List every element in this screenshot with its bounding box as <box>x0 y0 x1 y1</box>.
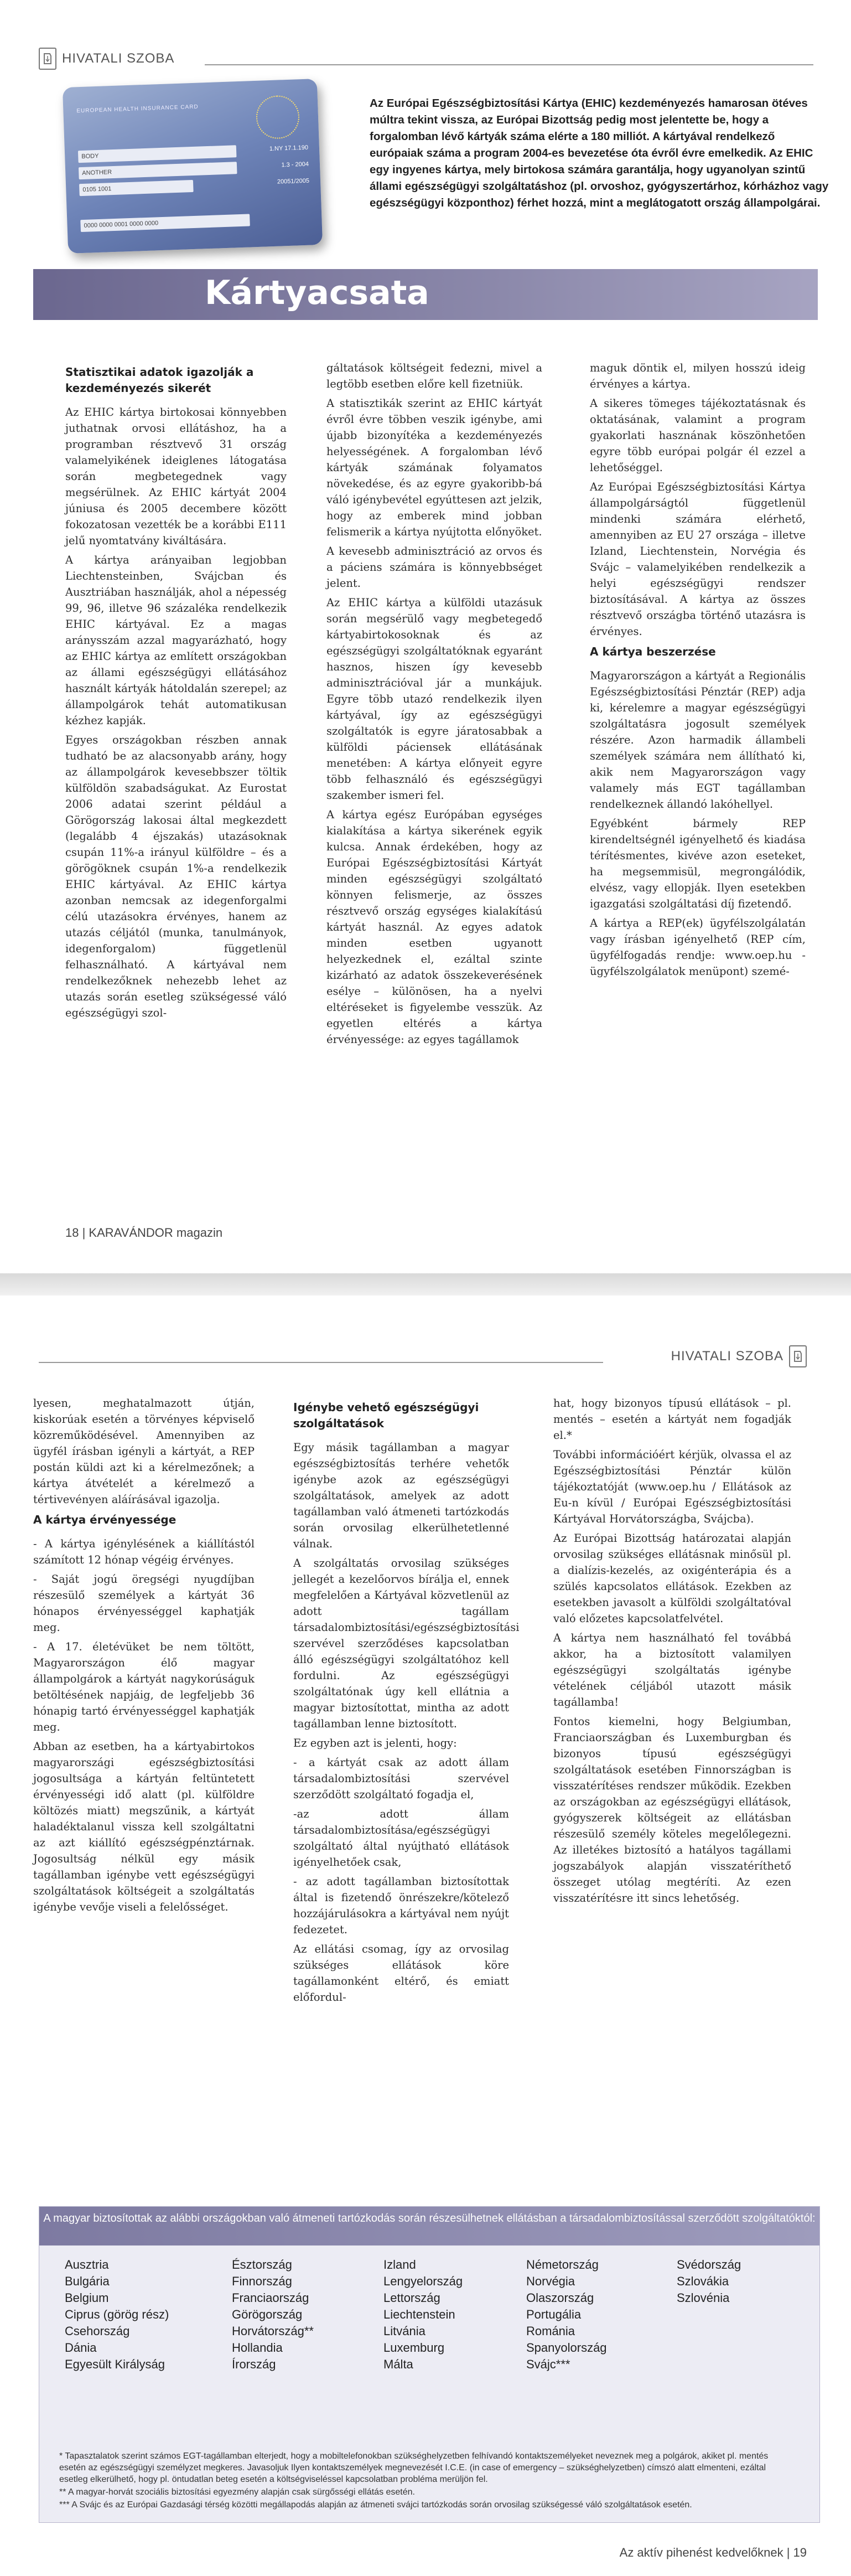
country-item: Bulgária <box>65 2274 110 2288</box>
paragraph: Az Európai Egészségbiztosítási Kártya állampolgárságtól függetlenül mindenki számára elérhető, amennyiben az EU 27 országa – illetve Izland, Liechtenstein, Norvégia és Svájc – valamelyikében rendelkezik a helyi egészségügyi rendszer biztosításával. A kártya az összes résztvevő országba történő utazásra is érvényes. <box>590 481 806 638</box>
column-1 <box>65 360 287 1024</box>
page-footer: 18 | KARAVÁNDOR magazin <box>65 1226 223 1240</box>
country-column <box>383 2257 463 2373</box>
page-left <box>0 0 851 1273</box>
paragraph: Az Európai Bizottság határozatai alapján orvosilag szükséges ellátásnak minősül pl. a dialízis-kezelés, az oxigénterápia és a szülés kapcsolatos ellátások. Ezekben az esetekben javasolt a külföldi szolgáltatóval való előzetes kapcsolatfelvétel. <box>553 1532 791 1625</box>
section-tab-label: HIVATALI SZOBA <box>671 1349 783 1364</box>
country-column <box>65 2257 169 2373</box>
intro-text: Az Európai Egészségbiztosítási Kártya (EHIC) kezdeményezés hamarosan ötéves múltra tekint vissza, az Európai Bizottság pedig most jelentette be, hogy a forgalomban lévő kártyák száma elérte a 180 milliót. A kártyával rendelkező európaiak száma a program 2004-es bevezetése óta évről évre emelkedik. Az EHIC egy ingyenes kártya, mely birtokosa számára garantálja, hogy ugyanolyan szintű állami egészségügyi szolgáltatáshoz (pl. orvoshoz, gyógyszertárhoz, kórházhoz vagy egészségügyi központhoz) férhet hozzá, mint a meglátogatott ország állampolgárai. <box>370 97 829 209</box>
paragraph: Abban az esetben, ha a kártyabirtokos magyarországi egészségbiztosítási jogosultsága a kártyán feltüntetett érvényességi idő alatt (pl. külföldre költözés miatt) megszűnik, a kártyát haladéktalanul vissza kell szolgáltatni az azt kiállító egészségpénztárnak. Jogosultság nélkül egy másik tagállamban igénybe vett egészségügyi szolgáltatások költségeit a szolgáltatás igénybe vevője viseli a felelősséget. <box>33 1740 255 1913</box>
page-footer: Az aktív pihenést kedvelőknek | 19 <box>619 2546 807 2559</box>
country-column <box>677 2257 741 2306</box>
paragraph: - a kártyát csak az adott állam társadalombiztosítási szervével szerződött szolgáltató fogadja el, <box>293 1756 509 1801</box>
card-code: 20051/2005 <box>277 177 310 185</box>
paragraph: A statisztikák szerint az EHIC kártyát évről évre többen veszik igénybe, ami újabb bizonyítéka a kezdeményezés helyességének. A forgalomban lévő kártyák számának folyamatos növekedése, és az egyre gyakoribb-bá váló igénybevétel egyúttesen azt jelzik, hogy az emberek mind jobban felismerik a kártya nyújtotta előnyöket. <box>326 397 542 538</box>
document-icon <box>39 48 56 70</box>
paragraph: Magyarországon a kártyát a Regionális Egészségbiztosítási Pénztár (REP) adja ki, kérelemre a magyar egészségügyi szolgáltatásra jogosult személyek részére. Azon harmadik állambeli személyek számára nem állítható ki, akik nem Magyarországon vagy valamely más EGT tagállamban rendelkeznek állandó lakóhellyel. <box>590 669 806 811</box>
country-column <box>526 2257 607 2373</box>
card-field: 0000 0000 0001 0000 0000 <box>80 214 250 232</box>
column-2 <box>326 360 542 1051</box>
paragraph: Egy másik tagállamban a magyar egészségbiztosítás terhére vehetők igénybe azok az egészségügyi szolgáltatások, amelyek az adott tagállamban való átmeneti tartózkodás során orvosilag elkerülhetetlenné válnak. <box>293 1441 509 1550</box>
document-icon <box>789 1345 807 1367</box>
country-item: Finnország <box>232 2274 292 2288</box>
country-item: Spanyolország <box>526 2341 607 2355</box>
footnote: *** A Svájc és az Európai Gazdasági térség közötti megállapodás alapján az átmeneti svájci tartózkodás során orvosilag szükségessé váló szolgáltatások esetén. <box>59 2500 692 2510</box>
footnote: * Tapasztalatok szerint számos EGT-tagállamban elterjedt, hogy a mobiltelefonokban szükséghelyzetben felhívandó kontaktszemélyeket neveznek meg a polgárok, akiket pl. mentés esetén az egészségügyi személyzet megkeres. Javasoljuk Ilyen kontaktszemélyek megnevezését I.C.E. (in case of emergency – szükséghelyzetben) címszó alatt elmenteni, ezáltal esetleg elkerülhető, hogy pl. öntudatlan beteg esetén a költségviseléssel kapcsolatban probléma merüljön fel. <box>59 2451 769 2484</box>
paragraph: - az adott tagállamban biztosítottak által is fizetendő önrészekre/kötelező hozzájárulásokra a kártyával nem nyújt fedezetet. <box>293 1875 509 1936</box>
card-code: 1.NY 17.1.190 <box>269 144 309 153</box>
country-item: Lettország <box>383 2291 440 2305</box>
paragraph: Az EHIC kártya a külföldi utazásuk során megsérülő vagy megbetegedő kártyabirtokosoknak és az egészségügyi szolgáltatóknak egyaránt hasznos, hiszen így kevesebb adminisztrációval jár a munkájuk. Egyre több utazó rendelkezik ilyen kártyával, így az egészségügyi szolgáltatók is egyre járatosabbak a külföldi páciensek ellátásának menetében: A kártya előnyeit egyre több felhasználó és egészségügyi szakember ismeri fel. <box>326 596 542 802</box>
card-header-text: EUROPEAN HEALTH INSURANCE CARD <box>76 104 199 115</box>
country-item: Olaszország <box>526 2291 594 2305</box>
paragraph: -az adott állam társadalombiztosítása/egészségügyi szolgáltató által nyújtható ellátások igényelhetőek csak, <box>293 1808 509 1868</box>
country-item: Luxemburg <box>383 2341 445 2355</box>
paragraph: A kártya arányaiban legjobban Liechtensteinben, Svájcban és Ausztriában használják, ahol a népesség 99, 96, illetve 96 százaléka rendelkezik EHIC kártyával. Ez a magas aránysszám azzal magyarázható, hogy az EHIC kártya az említett országokban az állami egészségügyi ellátásához használt kártyák hátoldalán szerepel; az állampolgárok tehát automatikusan kézhez kapják. <box>65 554 287 727</box>
country-item: Ciprus (görög rész) <box>65 2307 169 2321</box>
paragraph: - A 17. életévüket be nem töltött, Magyarországon élő magyar állampolgárok a kártyát nagykorúságuk betöltésének napjáig, de legfeljebb 36 hónapig tartó érvényességgel kaphatják meg. <box>33 1640 255 1733</box>
country-column <box>232 2257 314 2373</box>
country-item: Csehország <box>65 2324 130 2338</box>
country-item: Szlovákia <box>677 2274 729 2288</box>
country-item: Liechtenstein <box>383 2307 455 2321</box>
section-tab <box>39 48 174 70</box>
country-item: Svájc*** <box>526 2357 570 2371</box>
paragraph: További információért kérjük, olvassa el az Egészségbiztosítási Pénztár külön tájékoztatóját (www.oep.hu / Ellátások az Eu-n kívül / Európai Egészségbiztosítási Kártyával Horvátországba, Svájcba). <box>553 1448 791 1525</box>
country-item: Svédország <box>677 2258 741 2272</box>
eu-stars-icon <box>256 95 300 140</box>
country-item: Hollandia <box>232 2341 283 2355</box>
column-3 <box>590 360 806 983</box>
country-item: Írország <box>232 2357 276 2371</box>
country-item: Ausztria <box>65 2258 109 2272</box>
country-item: Szlovénia <box>677 2291 730 2305</box>
section-tab-label: HIVATALI SZOBA <box>62 51 175 66</box>
paragraph: Ez egyben azt is jelenti, hogy: <box>293 1737 457 1749</box>
header-rule <box>39 1362 603 1363</box>
country-table <box>39 2206 820 2523</box>
footnote: ** A magyar-horvát szociális biztosítási egyezmény alapján csak sürgősségi ellátás esetén. <box>59 2487 415 2497</box>
section-tab <box>671 1345 807 1367</box>
paragraph: A kevesebb adminisztráció az orvos és a páciens számára is könnyebbséget jelent. <box>326 545 542 590</box>
paragraph: - Saját jogú öregségi nyugdíjban részesülő személyek a kártyát 36 hónapos érvényességgel kaphatják meg. <box>33 1573 255 1634</box>
country-item: Dánia <box>65 2341 97 2355</box>
paragraph: A kártya a REP(ek) ügyfélszolgálatán vagy írásban igényelhető (REP cím, ügyfélfogadás rendje: www.oep.hu - ügyfélszolgálatok menüpont) szemé- <box>590 917 806 978</box>
section-heading: Igénybe vehető egészségügyi szolgáltatások <box>293 1401 479 1430</box>
paragraph: gáltatások költségeit fedezni, mivel a legtöbb esetben előre kell fizetniük. <box>326 362 542 390</box>
country-item: Egyesült Királyság <box>65 2357 165 2371</box>
card-field: ANOTHER <box>79 162 237 179</box>
country-item: Litvánia <box>383 2324 426 2338</box>
paragraph: Fontos kiemelni, hogy Belgiumban, Franciaországban és Luxemburgban és bizonyos típusú egészségügyi szolgáltatások esetében Finnországban is visszatérítéses rendszer működik. Ezekben az országokban az egészségügyi ellátások, gyógyszerek költségeit az ellátásban részesülő személy köteles megelőlegezni. Az illetékes biztosító a hatályos tagállami jogszabályok alapján visszatéríthető összeget utólag megtéríti. Az ezen visszatérítésre itt sincs lehetőség. <box>553 1715 791 1904</box>
country-item: Franciaország <box>232 2291 309 2305</box>
section-heading: A kártya beszerzése <box>590 645 716 658</box>
card-code: 1.3 - 2004 <box>281 161 309 169</box>
paragraph: maguk döntik el, milyen hosszú ideig érvényes a kártya. <box>590 362 806 390</box>
card-field: 0105 1001 <box>79 180 194 196</box>
paragraph: A sikeres tömeges tájékoztatásnak és oktatásának, valamint a program gyakorlati hasznának köszönhetően egyre több európai polgár él ezzel a lehetőséggel. <box>590 397 806 474</box>
table-footnotes <box>59 2450 790 2512</box>
country-item: Norvégia <box>526 2274 575 2288</box>
section-heading: Statisztikai adatok igazolják a kezdeményezés sikerét <box>65 365 254 395</box>
header-rule <box>205 64 813 65</box>
country-item: Málta <box>383 2357 413 2371</box>
country-item: Németország <box>526 2258 599 2272</box>
paragraph: - A kártya igénylésének a kiállítástól számított 12 hónap végéig érvényes. <box>33 1537 255 1566</box>
paragraph: A szolgáltatás orvosilag szükséges jellegét a kezelőorvos bírálja el, ennek megfelelően a Kártyával közvetlenül az adott tagállam társadalombiztosítási/egészségbiztosítási szervével szerződéses kapcsolatban álló egészségügyi szolgáltatóhoz kell fordulni. Az egészségügyi szolgáltatónak úgy kell ellátnia a magyar biztosítottat, mintha az adott tagállamban lenne biztosított. <box>293 1557 520 1730</box>
country-item: Románia <box>526 2324 575 2338</box>
country-item: Görögország <box>232 2307 303 2321</box>
page-right <box>0 1295 851 2576</box>
country-item: Izland <box>383 2258 416 2272</box>
column-1 <box>33 1395 255 1918</box>
column-3 <box>553 1395 791 1909</box>
country-item: Portugália <box>526 2307 582 2321</box>
country-item: Horvátország** <box>232 2324 314 2338</box>
country-item: Belgium <box>65 2291 109 2305</box>
paragraph: Az ellátási csomag, így az orvosilag szükséges ellátások köre tagállamonként eltérő, és emiatt előfordul- <box>293 1943 509 2004</box>
paragraph: Az EHIC kártya birtokosai könnyebben juthatnak orvosi ellátáshoz, ha a programban résztvevő 31 ország valamelyikének ideiglenes látogatása során megbetegednek vagy megsérülnek. Az EHIC kártyát 2004 júniusa és 2005 decembere között fokozatosan vezették be a korábbi E111 jelű nyomtatvány kiváltására. <box>65 406 287 547</box>
card-field: BODY <box>78 145 237 163</box>
country-item: Észtország <box>232 2258 292 2272</box>
ehic-card-image <box>63 79 323 254</box>
paragraph: hat, hogy bizonyos típusú ellátások – pl. mentés – esetén a kártyát nem fogadják el.* <box>553 1397 791 1442</box>
column-2 <box>293 1395 520 2009</box>
paragraph: A kártya nem használható fel továbbá akkor, ha a biztosított valamilyen egészségügyi szolgáltatás igénybe vételének céljából utazott másik tagállamba! <box>553 1632 791 1708</box>
paragraph: Egyes országokban részben annak tudható be az alacsonyabb arány, hogy az állampolgárok kevesebbszer töltik külföldön szabadságukat. Az Eurostat 2006 adatai szerint például a Görögország lakosai által megkezdett (legalább 4 éjszakás) utazásoknak csupán 11%-a irányul külföldre – és a görögöknek csupán 1%-a rendelkezik EHIC kártyával. Az EHIC kártya azonban nemcsak az idegenforgalmi célú utazásokra érvényes, hanem az utazás céljától (munka, tanulmányok, idegenforgalom) függetlenül felhasználható. A kártyával nem rendelkezőknek nehezebb lehet az utazás során esetleg szükségessé váló egészségügyi szol- <box>65 734 287 1019</box>
paragraph: A kártya egész Európában egységes kialakítása a kártya sikerének egyik kulcsa. Annak érdekében, hogy az Európai Egészségbiztosítási Kártyát minden egészségügyi szolgáltató könnyen felismerje, az összes résztvevő ország egységes kialakítású kártyát használ. Az egyes adatok minden esetben ugyanott helyezkednek el, ezáltal szinte kizárható az adatok összekeverésének esélye – különösen, ha a nyelvi eltéréseket is figyelembe vesszük. Az egyetlen eltérés a kártya érvényessége: az egyes tagállamok <box>326 808 542 1046</box>
country-item: Lengyelország <box>383 2274 463 2288</box>
paragraph: Egyébként bármely REP kirendeltségnél igényelhető és kiadása térítésmentes, kivéve azon eseteket, ha megsemmisül, megrongálódik, elvész, vagy ellopják. Ilyen esetekben igazgatási szolgáltatási díj fizetendő. <box>590 817 806 910</box>
paragraph: lyesen, meghatalmazott útján, kiskorúak esetén a törvényes képviselő közreműködésével. Amennyiben az ügyfél írásban igényli a kártyát, a REP postán küldi azt ki a kérelmezőnek; a kártya átvételét a kérelmező a tértivevényen aláírásával igazolja. <box>33 1397 255 1506</box>
article-title: Kártyacsata <box>205 273 429 312</box>
title-banner <box>33 269 818 320</box>
section-heading: A kártya érvényessége <box>33 1513 177 1526</box>
table-header: A magyar biztosítottak az alábbi országokban való átmeneti tartózkodás során részesülhetnek ellátásban a társadalombiztosítással szerződött szolgáltatóktól: <box>39 2207 819 2245</box>
page-gutter <box>0 1273 851 1295</box>
